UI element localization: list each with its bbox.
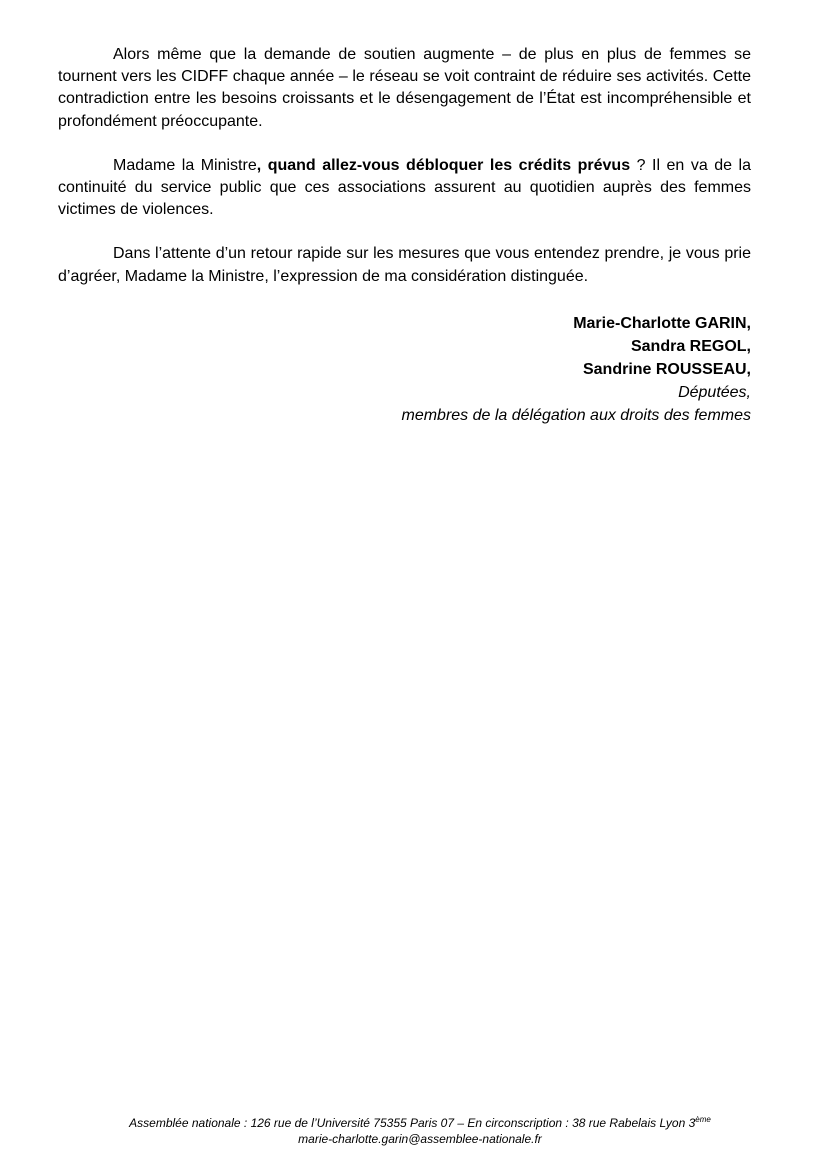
footer-address-text: Assemblée nationale : 126 rue de l’Université 75355 Paris 07 – En circonscription : 38 rue Rabelais Lyon 3: [129, 1116, 696, 1130]
signatory-role: membres de la délégation aux droits des femmes: [401, 407, 751, 424]
footer-address: [0, 1112, 840, 1131]
paragraph-text: Madame la Ministre: [113, 156, 257, 174]
footer-email: marie-charlotte.garin@assemblee-nationale.fr: [298, 1132, 542, 1146]
paragraph-closing: [58, 243, 751, 287]
paragraph-text: Dans l’attente d’un retour rapide sur les mesures que vous entendez prendre, je vous prie d’agréer, Madame la Ministre, l’expression de ma considération distinguée.: [58, 245, 751, 285]
signatory-title: Députées,: [678, 384, 751, 401]
signatory-name: Sandra REGOL,: [630, 338, 751, 355]
paragraph-question-bold: , quand allez-vous débloquer les crédits prévus: [256, 156, 631, 174]
signatory-name: Marie-Charlotte GARIN,: [573, 315, 751, 332]
paragraph-cidff-demand: [58, 44, 751, 133]
signature-block: [401, 312, 751, 427]
signatory-name: Sandrine ROUSSEAU,: [582, 361, 751, 378]
paragraph-text: Alors même que la demande de soutien augmente – de plus en plus de femmes se tournent vers les CIDFF chaque année – le réseau se voit contraint de réduire ses activités. Cette contradiction entre les besoins croissants et le désengagement de l’État est incompréhensible et profondément préoccupante.: [58, 46, 751, 130]
page-footer: [0, 1112, 840, 1147]
letter-body: [58, 44, 751, 310]
paragraph-question: [58, 155, 751, 222]
footer-address-sup: ème: [695, 1115, 711, 1124]
paragraph-text: ? Il en va de la continuité du service public que ces associations assurent au quotidien auprès des femmes victimes de violences.: [58, 156, 752, 219]
